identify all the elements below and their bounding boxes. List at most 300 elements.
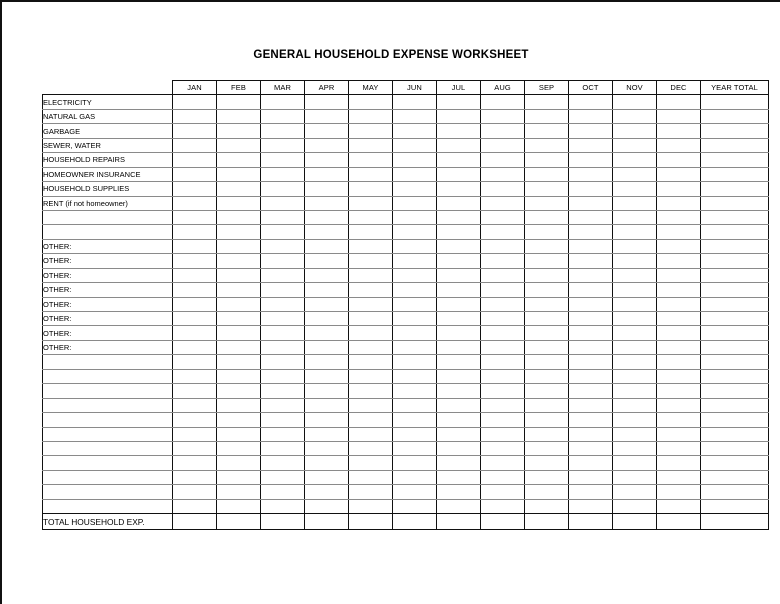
expense-cell-mar[interactable] (261, 297, 305, 311)
expense-cell-year_total[interactable] (701, 268, 769, 282)
expense-cell-oct[interactable] (569, 210, 613, 224)
expense-cell-aug[interactable] (481, 384, 525, 398)
expense-cell-sep[interactable] (525, 95, 569, 109)
expense-cell-jun[interactable] (393, 470, 437, 484)
expense-cell-jan[interactable] (173, 441, 217, 455)
expense-cell-apr[interactable] (305, 456, 349, 470)
expense-cell-nov[interactable] (613, 413, 657, 427)
expense-cell-year_total[interactable] (701, 384, 769, 398)
expense-cell-jan[interactable] (173, 427, 217, 441)
expense-cell-feb[interactable] (217, 427, 261, 441)
expense-cell-mar[interactable] (261, 485, 305, 499)
expense-cell-nov[interactable] (613, 95, 657, 109)
expense-cell-jan[interactable] (173, 167, 217, 181)
expense-cell-aug[interactable] (481, 225, 525, 239)
expense-cell-nov[interactable] (613, 109, 657, 123)
expense-cell-sep[interactable] (525, 297, 569, 311)
expense-cell-sep[interactable] (525, 441, 569, 455)
expense-cell-sep[interactable] (525, 124, 569, 138)
expense-cell-apr[interactable] (305, 312, 349, 326)
expense-cell-aug[interactable] (481, 109, 525, 123)
expense-cell-aug[interactable] (481, 153, 525, 167)
expense-cell-jun[interactable] (393, 413, 437, 427)
total-cell-mar[interactable] (261, 514, 305, 530)
expense-cell-jan[interactable] (173, 384, 217, 398)
expense-cell-jan[interactable] (173, 138, 217, 152)
expense-cell-may[interactable] (349, 355, 393, 369)
expense-cell-oct[interactable] (569, 427, 613, 441)
expense-cell-jan[interactable] (173, 239, 217, 253)
expense-cell-jul[interactable] (437, 182, 481, 196)
expense-cell-jun[interactable] (393, 210, 437, 224)
expense-cell-mar[interactable] (261, 225, 305, 239)
expense-cell-oct[interactable] (569, 456, 613, 470)
expense-cell-oct[interactable] (569, 485, 613, 499)
expense-cell-jul[interactable] (437, 485, 481, 499)
expense-cell-jun[interactable] (393, 312, 437, 326)
expense-cell-mar[interactable] (261, 312, 305, 326)
expense-cell-may[interactable] (349, 268, 393, 282)
expense-cell-jun[interactable] (393, 225, 437, 239)
expense-cell-feb[interactable] (217, 268, 261, 282)
expense-cell-jun[interactable] (393, 384, 437, 398)
expense-cell-jun[interactable] (393, 340, 437, 354)
expense-cell-sep[interactable] (525, 398, 569, 412)
expense-cell-sep[interactable] (525, 427, 569, 441)
expense-cell-feb[interactable] (217, 441, 261, 455)
expense-cell-jul[interactable] (437, 297, 481, 311)
expense-cell-year_total[interactable] (701, 326, 769, 340)
expense-cell-feb[interactable] (217, 210, 261, 224)
expense-cell-mar[interactable] (261, 499, 305, 513)
expense-cell-dec[interactable] (657, 254, 701, 268)
expense-cell-sep[interactable] (525, 470, 569, 484)
expense-cell-mar[interactable] (261, 239, 305, 253)
expense-cell-may[interactable] (349, 297, 393, 311)
expense-cell-mar[interactable] (261, 340, 305, 354)
total-cell-jul[interactable] (437, 514, 481, 530)
expense-cell-jan[interactable] (173, 456, 217, 470)
expense-cell-apr[interactable] (305, 254, 349, 268)
expense-cell-mar[interactable] (261, 254, 305, 268)
expense-cell-apr[interactable] (305, 210, 349, 224)
expense-cell-nov[interactable] (613, 210, 657, 224)
expense-cell-apr[interactable] (305, 384, 349, 398)
expense-cell-aug[interactable] (481, 326, 525, 340)
expense-cell-may[interactable] (349, 413, 393, 427)
total-cell-may[interactable] (349, 514, 393, 530)
expense-cell-nov[interactable] (613, 384, 657, 398)
expense-cell-nov[interactable] (613, 239, 657, 253)
expense-cell-oct[interactable] (569, 384, 613, 398)
expense-cell-sep[interactable] (525, 485, 569, 499)
expense-cell-mar[interactable] (261, 153, 305, 167)
expense-cell-may[interactable] (349, 427, 393, 441)
expense-cell-mar[interactable] (261, 138, 305, 152)
expense-cell-year_total[interactable] (701, 413, 769, 427)
expense-cell-jul[interactable] (437, 413, 481, 427)
expense-cell-year_total[interactable] (701, 124, 769, 138)
expense-cell-jan[interactable] (173, 340, 217, 354)
total-cell-sep[interactable] (525, 514, 569, 530)
expense-cell-jul[interactable] (437, 499, 481, 513)
expense-cell-may[interactable] (349, 456, 393, 470)
expense-cell-feb[interactable] (217, 369, 261, 383)
expense-cell-dec[interactable] (657, 427, 701, 441)
expense-cell-jun[interactable] (393, 441, 437, 455)
expense-cell-may[interactable] (349, 441, 393, 455)
expense-cell-apr[interactable] (305, 268, 349, 282)
expense-cell-jun[interactable] (393, 283, 437, 297)
expense-cell-dec[interactable] (657, 355, 701, 369)
expense-cell-year_total[interactable] (701, 441, 769, 455)
expense-cell-oct[interactable] (569, 153, 613, 167)
expense-cell-jul[interactable] (437, 384, 481, 398)
expense-cell-dec[interactable] (657, 485, 701, 499)
expense-cell-mar[interactable] (261, 326, 305, 340)
expense-cell-feb[interactable] (217, 340, 261, 354)
expense-cell-year_total[interactable] (701, 182, 769, 196)
expense-cell-year_total[interactable] (701, 138, 769, 152)
expense-cell-jan[interactable] (173, 398, 217, 412)
expense-cell-jan[interactable] (173, 470, 217, 484)
expense-cell-mar[interactable] (261, 210, 305, 224)
expense-cell-nov[interactable] (613, 196, 657, 210)
expense-cell-apr[interactable] (305, 124, 349, 138)
expense-cell-year_total[interactable] (701, 340, 769, 354)
expense-cell-may[interactable] (349, 95, 393, 109)
expense-cell-apr[interactable] (305, 470, 349, 484)
expense-cell-may[interactable] (349, 196, 393, 210)
expense-cell-year_total[interactable] (701, 167, 769, 181)
expense-cell-jul[interactable] (437, 369, 481, 383)
expense-cell-year_total[interactable] (701, 369, 769, 383)
expense-cell-sep[interactable] (525, 384, 569, 398)
expense-cell-apr[interactable] (305, 297, 349, 311)
expense-cell-jun[interactable] (393, 138, 437, 152)
expense-cell-apr[interactable] (305, 239, 349, 253)
expense-cell-oct[interactable] (569, 196, 613, 210)
expense-cell-year_total[interactable] (701, 297, 769, 311)
expense-cell-aug[interactable] (481, 182, 525, 196)
expense-cell-oct[interactable] (569, 225, 613, 239)
expense-cell-jul[interactable] (437, 283, 481, 297)
expense-cell-apr[interactable] (305, 326, 349, 340)
expense-cell-nov[interactable] (613, 182, 657, 196)
expense-cell-may[interactable] (349, 326, 393, 340)
expense-cell-dec[interactable] (657, 312, 701, 326)
expense-cell-year_total[interactable] (701, 225, 769, 239)
expense-cell-feb[interactable] (217, 355, 261, 369)
expense-cell-nov[interactable] (613, 441, 657, 455)
expense-cell-may[interactable] (349, 384, 393, 398)
expense-cell-jul[interactable] (437, 340, 481, 354)
expense-cell-jul[interactable] (437, 109, 481, 123)
expense-cell-aug[interactable] (481, 369, 525, 383)
expense-cell-dec[interactable] (657, 210, 701, 224)
expense-cell-sep[interactable] (525, 109, 569, 123)
expense-cell-feb[interactable] (217, 470, 261, 484)
expense-cell-year_total[interactable] (701, 196, 769, 210)
expense-cell-year_total[interactable] (701, 499, 769, 513)
expense-cell-mar[interactable] (261, 355, 305, 369)
expense-cell-may[interactable] (349, 153, 393, 167)
expense-cell-sep[interactable] (525, 369, 569, 383)
expense-cell-oct[interactable] (569, 499, 613, 513)
expense-cell-aug[interactable] (481, 138, 525, 152)
expense-cell-feb[interactable] (217, 254, 261, 268)
expense-cell-jul[interactable] (437, 138, 481, 152)
expense-cell-oct[interactable] (569, 312, 613, 326)
expense-cell-may[interactable] (349, 398, 393, 412)
expense-cell-aug[interactable] (481, 239, 525, 253)
expense-cell-jul[interactable] (437, 210, 481, 224)
expense-cell-nov[interactable] (613, 369, 657, 383)
expense-cell-feb[interactable] (217, 196, 261, 210)
expense-cell-year_total[interactable] (701, 398, 769, 412)
expense-cell-year_total[interactable] (701, 153, 769, 167)
expense-cell-sep[interactable] (525, 153, 569, 167)
expense-cell-mar[interactable] (261, 196, 305, 210)
expense-cell-jan[interactable] (173, 355, 217, 369)
expense-cell-jan[interactable] (173, 283, 217, 297)
expense-cell-oct[interactable] (569, 340, 613, 354)
expense-cell-sep[interactable] (525, 225, 569, 239)
expense-cell-dec[interactable] (657, 268, 701, 282)
expense-cell-jun[interactable] (393, 254, 437, 268)
expense-cell-mar[interactable] (261, 456, 305, 470)
total-cell-dec[interactable] (657, 514, 701, 530)
expense-cell-apr[interactable] (305, 153, 349, 167)
expense-cell-feb[interactable] (217, 95, 261, 109)
expense-cell-nov[interactable] (613, 167, 657, 181)
expense-cell-jun[interactable] (393, 297, 437, 311)
expense-cell-year_total[interactable] (701, 239, 769, 253)
expense-cell-feb[interactable] (217, 239, 261, 253)
expense-cell-oct[interactable] (569, 326, 613, 340)
expense-cell-dec[interactable] (657, 225, 701, 239)
expense-cell-aug[interactable] (481, 167, 525, 181)
expense-cell-nov[interactable] (613, 254, 657, 268)
expense-cell-aug[interactable] (481, 95, 525, 109)
expense-cell-dec[interactable] (657, 239, 701, 253)
expense-cell-dec[interactable] (657, 167, 701, 181)
expense-cell-dec[interactable] (657, 413, 701, 427)
expense-cell-sep[interactable] (525, 239, 569, 253)
expense-cell-jul[interactable] (437, 124, 481, 138)
expense-cell-jul[interactable] (437, 239, 481, 253)
expense-cell-oct[interactable] (569, 297, 613, 311)
expense-cell-jul[interactable] (437, 268, 481, 282)
expense-cell-nov[interactable] (613, 268, 657, 282)
expense-cell-mar[interactable] (261, 283, 305, 297)
expense-cell-jan[interactable] (173, 485, 217, 499)
expense-cell-oct[interactable] (569, 283, 613, 297)
expense-cell-dec[interactable] (657, 470, 701, 484)
total-cell-oct[interactable] (569, 514, 613, 530)
total-cell-jun[interactable] (393, 514, 437, 530)
total-cell-jan[interactable] (173, 514, 217, 530)
expense-cell-oct[interactable] (569, 167, 613, 181)
expense-cell-jun[interactable] (393, 182, 437, 196)
expense-cell-feb[interactable] (217, 153, 261, 167)
expense-cell-apr[interactable] (305, 398, 349, 412)
expense-cell-dec[interactable] (657, 196, 701, 210)
expense-cell-feb[interactable] (217, 109, 261, 123)
total-cell-apr[interactable] (305, 514, 349, 530)
expense-cell-jun[interactable] (393, 95, 437, 109)
expense-cell-jun[interactable] (393, 109, 437, 123)
expense-cell-sep[interactable] (525, 283, 569, 297)
expense-cell-nov[interactable] (613, 340, 657, 354)
expense-cell-oct[interactable] (569, 355, 613, 369)
expense-cell-nov[interactable] (613, 398, 657, 412)
expense-cell-may[interactable] (349, 225, 393, 239)
expense-cell-nov[interactable] (613, 326, 657, 340)
expense-cell-may[interactable] (349, 210, 393, 224)
expense-cell-year_total[interactable] (701, 109, 769, 123)
expense-cell-nov[interactable] (613, 124, 657, 138)
expense-cell-oct[interactable] (569, 138, 613, 152)
expense-cell-aug[interactable] (481, 427, 525, 441)
expense-cell-jan[interactable] (173, 268, 217, 282)
expense-cell-apr[interactable] (305, 95, 349, 109)
expense-cell-mar[interactable] (261, 268, 305, 282)
expense-cell-year_total[interactable] (701, 210, 769, 224)
expense-cell-sep[interactable] (525, 413, 569, 427)
expense-cell-nov[interactable] (613, 312, 657, 326)
expense-cell-sep[interactable] (525, 254, 569, 268)
total-cell-aug[interactable] (481, 514, 525, 530)
expense-cell-nov[interactable] (613, 499, 657, 513)
expense-cell-jan[interactable] (173, 210, 217, 224)
expense-cell-jun[interactable] (393, 499, 437, 513)
expense-cell-feb[interactable] (217, 499, 261, 513)
expense-cell-apr[interactable] (305, 167, 349, 181)
expense-cell-oct[interactable] (569, 95, 613, 109)
expense-cell-dec[interactable] (657, 182, 701, 196)
expense-cell-oct[interactable] (569, 109, 613, 123)
expense-cell-may[interactable] (349, 182, 393, 196)
expense-cell-year_total[interactable] (701, 456, 769, 470)
total-cell-year_total[interactable] (701, 514, 769, 530)
expense-cell-mar[interactable] (261, 413, 305, 427)
expense-cell-sep[interactable] (525, 182, 569, 196)
expense-cell-sep[interactable] (525, 138, 569, 152)
expense-cell-aug[interactable] (481, 470, 525, 484)
expense-cell-jul[interactable] (437, 355, 481, 369)
expense-cell-apr[interactable] (305, 499, 349, 513)
expense-cell-oct[interactable] (569, 254, 613, 268)
expense-cell-oct[interactable] (569, 398, 613, 412)
expense-cell-dec[interactable] (657, 384, 701, 398)
expense-cell-oct[interactable] (569, 369, 613, 383)
expense-cell-aug[interactable] (481, 210, 525, 224)
expense-cell-feb[interactable] (217, 225, 261, 239)
expense-cell-may[interactable] (349, 283, 393, 297)
expense-cell-jul[interactable] (437, 398, 481, 412)
expense-cell-feb[interactable] (217, 326, 261, 340)
expense-cell-dec[interactable] (657, 441, 701, 455)
expense-cell-jan[interactable] (173, 369, 217, 383)
expense-cell-may[interactable] (349, 138, 393, 152)
expense-cell-jun[interactable] (393, 196, 437, 210)
total-cell-nov[interactable] (613, 514, 657, 530)
expense-cell-mar[interactable] (261, 369, 305, 383)
expense-cell-apr[interactable] (305, 441, 349, 455)
expense-cell-dec[interactable] (657, 283, 701, 297)
expense-cell-oct[interactable] (569, 124, 613, 138)
expense-cell-aug[interactable] (481, 456, 525, 470)
expense-cell-apr[interactable] (305, 283, 349, 297)
expense-cell-may[interactable] (349, 499, 393, 513)
expense-cell-mar[interactable] (261, 109, 305, 123)
expense-cell-sep[interactable] (525, 340, 569, 354)
expense-cell-mar[interactable] (261, 398, 305, 412)
expense-cell-feb[interactable] (217, 384, 261, 398)
expense-cell-apr[interactable] (305, 355, 349, 369)
expense-cell-feb[interactable] (217, 413, 261, 427)
expense-cell-nov[interactable] (613, 427, 657, 441)
expense-cell-feb[interactable] (217, 312, 261, 326)
expense-cell-apr[interactable] (305, 427, 349, 441)
expense-cell-sep[interactable] (525, 196, 569, 210)
expense-cell-jul[interactable] (437, 225, 481, 239)
expense-cell-mar[interactable] (261, 124, 305, 138)
expense-cell-year_total[interactable] (701, 355, 769, 369)
expense-cell-sep[interactable] (525, 268, 569, 282)
expense-cell-jun[interactable] (393, 355, 437, 369)
expense-cell-mar[interactable] (261, 427, 305, 441)
expense-cell-aug[interactable] (481, 297, 525, 311)
expense-cell-jan[interactable] (173, 225, 217, 239)
expense-cell-oct[interactable] (569, 470, 613, 484)
expense-cell-mar[interactable] (261, 95, 305, 109)
expense-cell-nov[interactable] (613, 485, 657, 499)
expense-cell-mar[interactable] (261, 167, 305, 181)
expense-cell-mar[interactable] (261, 384, 305, 398)
expense-cell-dec[interactable] (657, 297, 701, 311)
expense-cell-may[interactable] (349, 254, 393, 268)
expense-cell-may[interactable] (349, 340, 393, 354)
expense-cell-aug[interactable] (481, 355, 525, 369)
expense-cell-jan[interactable] (173, 254, 217, 268)
expense-cell-jul[interactable] (437, 456, 481, 470)
expense-cell-aug[interactable] (481, 499, 525, 513)
expense-cell-year_total[interactable] (701, 283, 769, 297)
expense-cell-nov[interactable] (613, 456, 657, 470)
expense-cell-jun[interactable] (393, 326, 437, 340)
expense-cell-aug[interactable] (481, 268, 525, 282)
expense-cell-may[interactable] (349, 369, 393, 383)
expense-cell-sep[interactable] (525, 456, 569, 470)
expense-cell-year_total[interactable] (701, 485, 769, 499)
expense-cell-jan[interactable] (173, 182, 217, 196)
expense-cell-nov[interactable] (613, 153, 657, 167)
expense-cell-jul[interactable] (437, 95, 481, 109)
expense-cell-sep[interactable] (525, 167, 569, 181)
expense-cell-feb[interactable] (217, 398, 261, 412)
expense-cell-dec[interactable] (657, 95, 701, 109)
expense-cell-jul[interactable] (437, 470, 481, 484)
expense-cell-apr[interactable] (305, 109, 349, 123)
expense-cell-year_total[interactable] (701, 427, 769, 441)
expense-cell-jan[interactable] (173, 196, 217, 210)
expense-cell-may[interactable] (349, 109, 393, 123)
expense-cell-dec[interactable] (657, 398, 701, 412)
expense-cell-jun[interactable] (393, 167, 437, 181)
expense-cell-may[interactable] (349, 239, 393, 253)
